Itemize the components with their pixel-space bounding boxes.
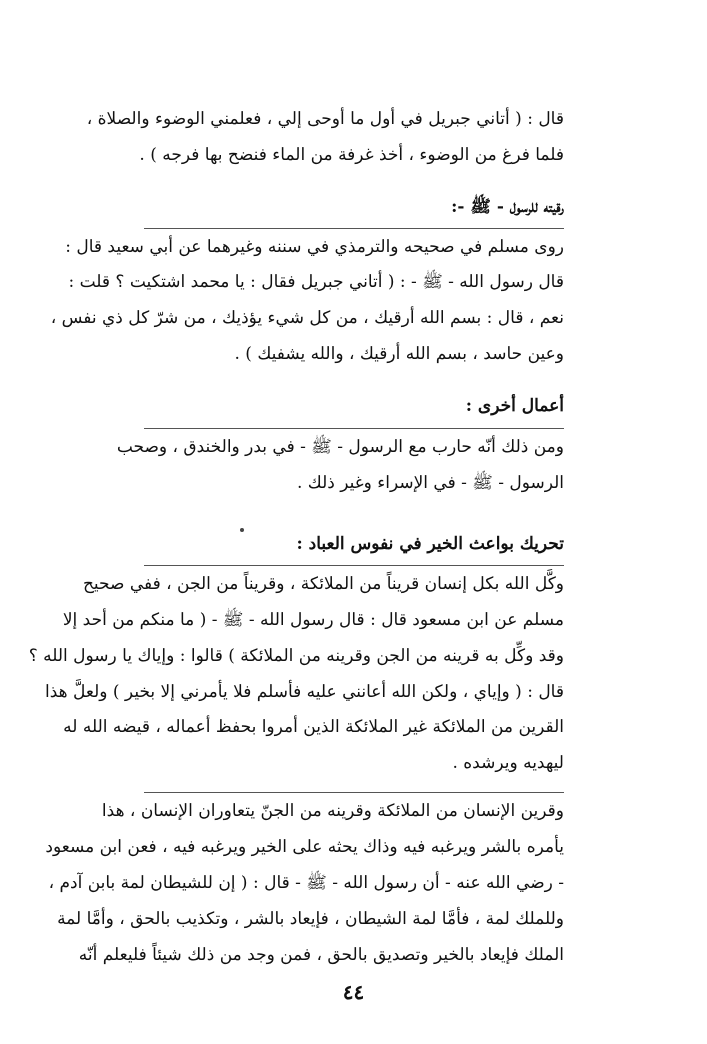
section-heading: أعمال أخرى :: [465, 396, 564, 416]
section-heading: رقيته للرسول - ﷺ -:: [451, 197, 564, 217]
text-line: وكَّل الله بكل إنسان قريناً من الملائكة ، وقريناً من الجن ، ففي صحيح: [82, 574, 564, 594]
text-line: ومن ذلك أنّه حارب مع الرسول - ﷺ - في بدر والخندق ، وصحب: [116, 437, 564, 457]
text-line: قال : ( وإياي ، ولكن الله أعانني عليه فأسلم فلا يأمرني إلا بخير ) ولعلَّ هذا: [45, 682, 564, 702]
text-line: - رضي الله عنه - أن رسول الله - ﷺ - قال : ( إن للشيطان لمة بابن آدم ،: [48, 873, 564, 893]
divider: [144, 565, 564, 566]
text-line: فلما فرغ من الوضوء ، أخذ غرفة من الماء فنضح بها فرجه ) .: [139, 145, 564, 165]
text-line: وقرين الإنسان من الملائكة وقرينه من الجنّ يتعاوران الإنسان ، هذا: [101, 801, 564, 821]
text-line: مسلم عن ابن مسعود قال : قال رسول الله - ﷺ - ( ما منكم من أحد إلا: [62, 610, 564, 630]
divider: [144, 228, 564, 229]
text-line: وعين حاسد ، بسم الله أرقيك ، والله يشفيك ) .: [234, 344, 564, 364]
text-line: القرين من الملائكة غير الملائكة الذين أمروا بحفظ أعماله ، قيضه الله له: [63, 717, 564, 737]
divider: [144, 428, 564, 429]
text-line: الرسول - ﷺ - في الإسراء وغير ذلك .: [296, 473, 564, 493]
text-line: ليهديه ويرشده .: [452, 753, 564, 773]
page-number: ٤٤: [342, 980, 365, 1004]
text-line: وللملك لمة ، فأمَّا لمة الشيطان ، فإيعاد بالشر ، وتكذيب بالحق ، وأمَّا لمة: [57, 909, 564, 929]
text-line: روى مسلم في صحيحه والترمذي في سننه وغيرهما عن أبي سعيد قال :: [65, 237, 564, 257]
text-line: قال : ( أتاني جبريل في أول ما أوحى إلي ، فعلمني الوضوء والصلاة ،: [86, 109, 564, 129]
text-line: الملك فإيعاد بالخير وتصديق بالحق ، فمن وجد من ذلك شيئاً فليعلم أنّه: [78, 945, 564, 965]
text-line: نعم ، قال : بسم الله أرقيك ، من كل شيء يؤذيك ، من شرّ كل ذي نفس ،: [50, 308, 564, 328]
text-line: وقد وكِّل به قرينه من الجن وقرينه من الملائكة ) قالوا : وإياك يا رسول الله ؟: [28, 646, 564, 666]
divider: [144, 792, 564, 793]
section-heading: تحريك بواعث الخير في نفوس العباد :: [296, 534, 564, 554]
ink-speck: [240, 528, 244, 532]
text-line: قال رسول الله - ﷺ - : ( أتاني جبريل فقال : يا محمد اشتكيت ؟ قلت :: [68, 272, 564, 292]
text-line: يأمره بالشر ويرغبه فيه وذاك يحثه على الخير ويرغبه فيه ، فعن ابن مسعود: [45, 837, 564, 857]
